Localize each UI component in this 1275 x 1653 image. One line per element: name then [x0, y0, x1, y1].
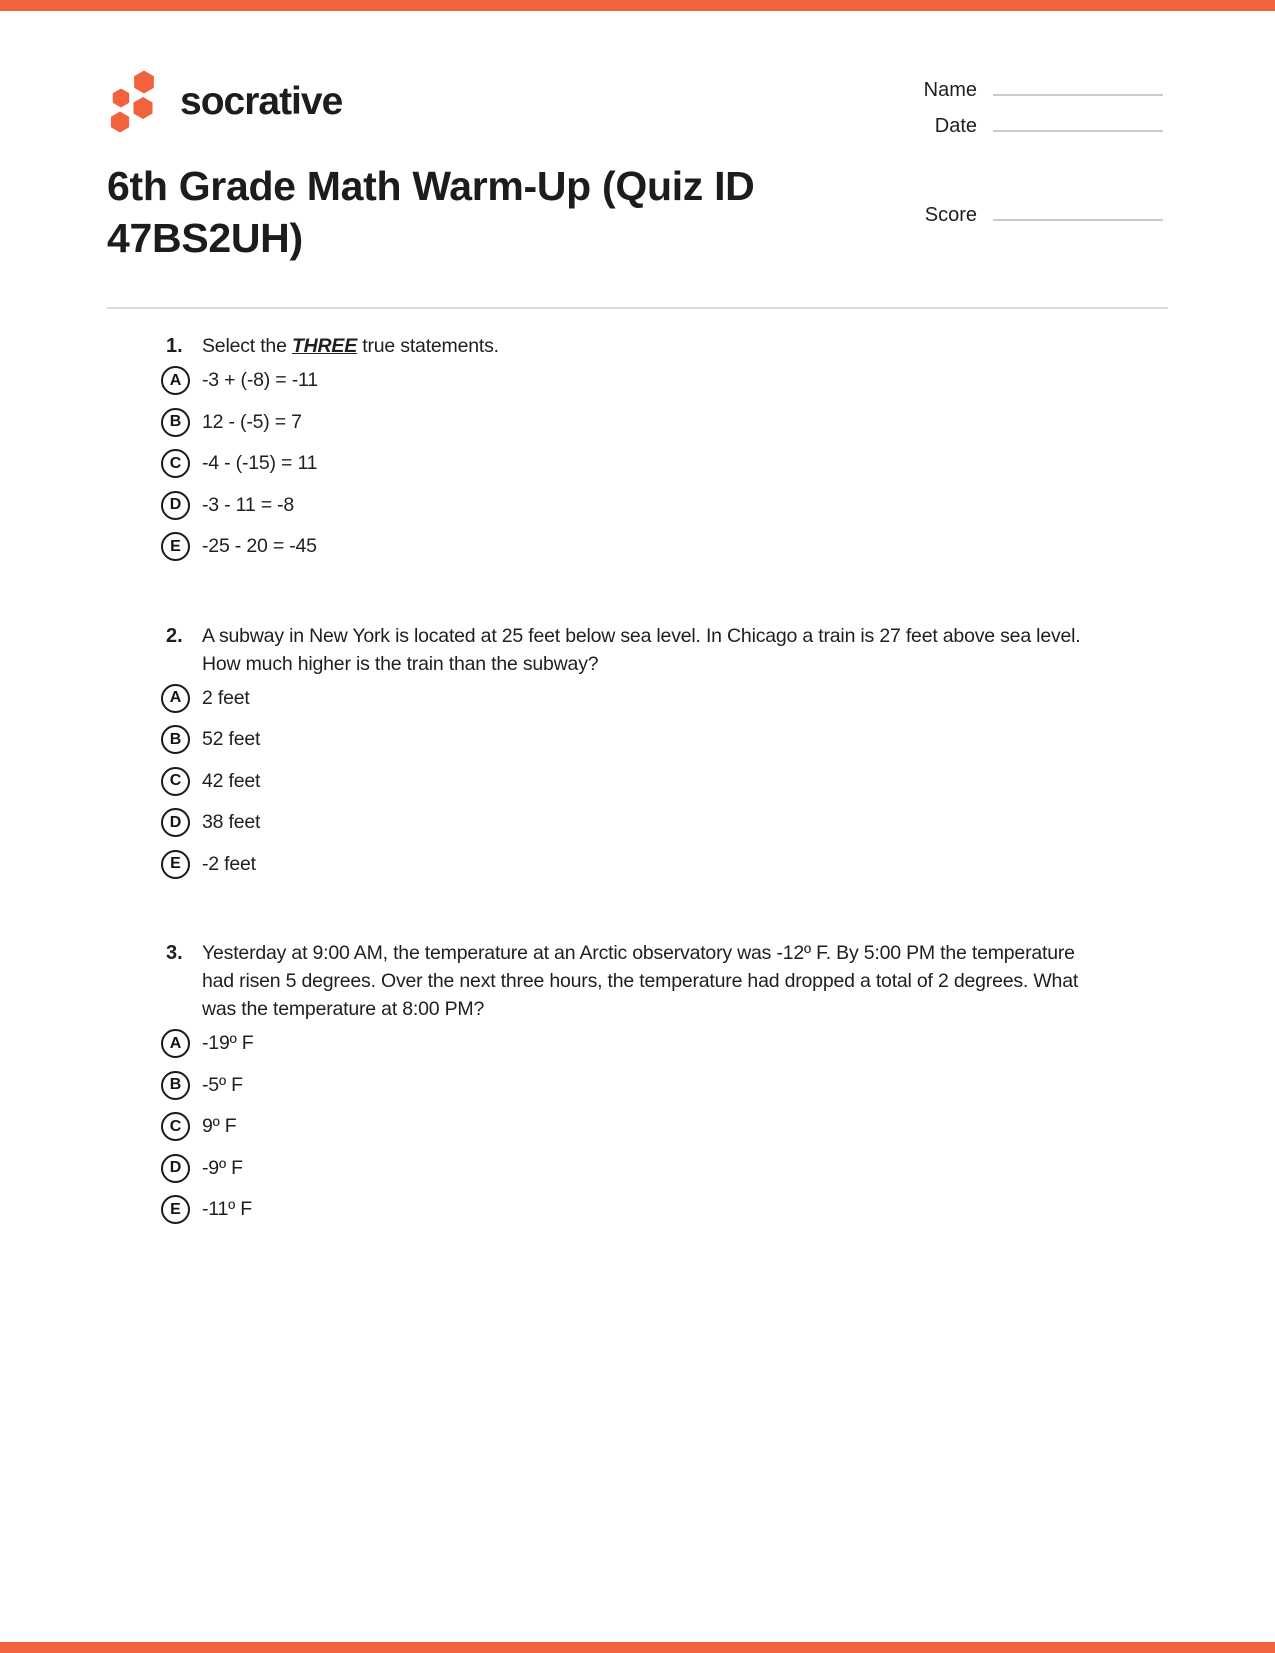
name-date-fields [924, 74, 1163, 146]
score-fields [925, 199, 1163, 235]
option-letter-bubble: A [161, 1029, 190, 1058]
answer-option [0, 1065, 1275, 1107]
option-text: 12 - (-5) = 7 [202, 410, 302, 433]
option-letter-bubble: B [161, 725, 190, 754]
option-letter-bubble: E [161, 850, 190, 879]
date-blank-line [993, 110, 1163, 132]
question-options [0, 360, 1275, 568]
question-stem [202, 332, 1107, 360]
bottom-accent-bar [0, 1642, 1275, 1653]
score-label: Score [924, 204, 977, 226]
option-letter-bubble: A [161, 366, 190, 395]
option-text: 2 feet [202, 686, 250, 709]
stem-emphasis: THREE [291, 335, 358, 357]
answer-option [0, 402, 1275, 444]
answer-option [0, 360, 1275, 402]
option-letter-bubble: C [161, 767, 190, 796]
option-text: -19º F [202, 1032, 254, 1055]
question-list [0, 332, 1275, 1285]
option-letter-bubble: D [161, 491, 190, 520]
option-text: -5º F [202, 1073, 243, 1096]
option-text: 42 feet [202, 769, 261, 792]
question-number: 2. [166, 624, 183, 647]
answer-option [0, 802, 1275, 844]
question [0, 332, 1275, 568]
option-letter-bubble: E [161, 1195, 190, 1224]
score-blank-line [993, 199, 1163, 221]
question [0, 939, 1275, 1231]
option-text: -11º F [202, 1198, 252, 1221]
answer-option [0, 719, 1275, 761]
question-number: 1. [166, 335, 183, 357]
answer-option [0, 526, 1275, 568]
question-head [0, 622, 1275, 678]
stem-text: A subway in New York is located at 25 feet below sea level. In Chicago a train is 27 feet above sea level. How much higher is the train than the subway? [202, 624, 1081, 675]
answer-option [0, 485, 1275, 527]
option-text: -25 - 20 = -45 [202, 535, 317, 558]
option-letter-bubble: B [161, 408, 190, 437]
option-letter-bubble: E [161, 532, 190, 561]
option-letter-bubble: D [161, 808, 190, 837]
name-blank-line [993, 74, 1163, 96]
name-field-row [924, 74, 1163, 102]
score-field-row [925, 199, 1163, 227]
name-label: Name [923, 79, 977, 101]
question [0, 622, 1275, 886]
option-letter-bubble: B [161, 1071, 190, 1100]
option-text: 9º F [202, 1115, 237, 1138]
question-options [0, 678, 1275, 886]
option-letter-bubble: D [161, 1154, 190, 1183]
question-options [0, 1023, 1275, 1231]
option-text: -2 feet [202, 852, 256, 875]
answer-option [0, 443, 1275, 485]
option-text: 52 feet [202, 728, 261, 751]
question-number: 3. [166, 942, 183, 964]
option-text: -3 + (-8) = -11 [202, 369, 318, 392]
option-letter-bubble: C [161, 449, 190, 478]
option-text: -3 - 11 = -8 [202, 493, 295, 516]
answer-option [0, 1148, 1275, 1190]
question-head [0, 332, 1275, 360]
answer-option [0, 1106, 1275, 1148]
quiz-title: 6th Grade Math Warm-Up (Quiz ID 47BS2UH) [107, 163, 755, 261]
date-label: Date [934, 115, 977, 137]
top-accent-bar [0, 0, 1275, 11]
question-stem [202, 622, 1107, 678]
socrative-hexagons-icon [107, 68, 169, 136]
option-text: 38 feet [202, 811, 261, 834]
option-text: -9º F [202, 1156, 243, 1179]
answer-option [0, 1189, 1275, 1231]
question-stem [202, 939, 1107, 1023]
socrative-logo [107, 68, 342, 136]
stem-text: true statements. [357, 335, 499, 357]
answer-option [0, 761, 1275, 803]
answer-option [0, 1023, 1275, 1065]
date-field-row [924, 110, 1163, 138]
question-head [0, 939, 1275, 1023]
stem-text: Select the [202, 335, 292, 357]
socrative-logo-text: socrative [180, 80, 343, 123]
answer-option [0, 678, 1275, 720]
header-divider [107, 307, 1168, 309]
option-letter-bubble: A [161, 684, 190, 713]
option-text: -4 - (-15) = 11 [202, 452, 318, 475]
stem-text: Yesterday at 9:00 AM, the temperature at an Arctic observatory was -12º F. By 5:00 PM the temperature had risen 5 degrees. Over the next three hours, the temperature had dropped a total of 2 degrees. What was the temperature at 8:00 PM? [202, 942, 1079, 1020]
answer-option [0, 844, 1275, 886]
option-letter-bubble: C [161, 1112, 190, 1141]
